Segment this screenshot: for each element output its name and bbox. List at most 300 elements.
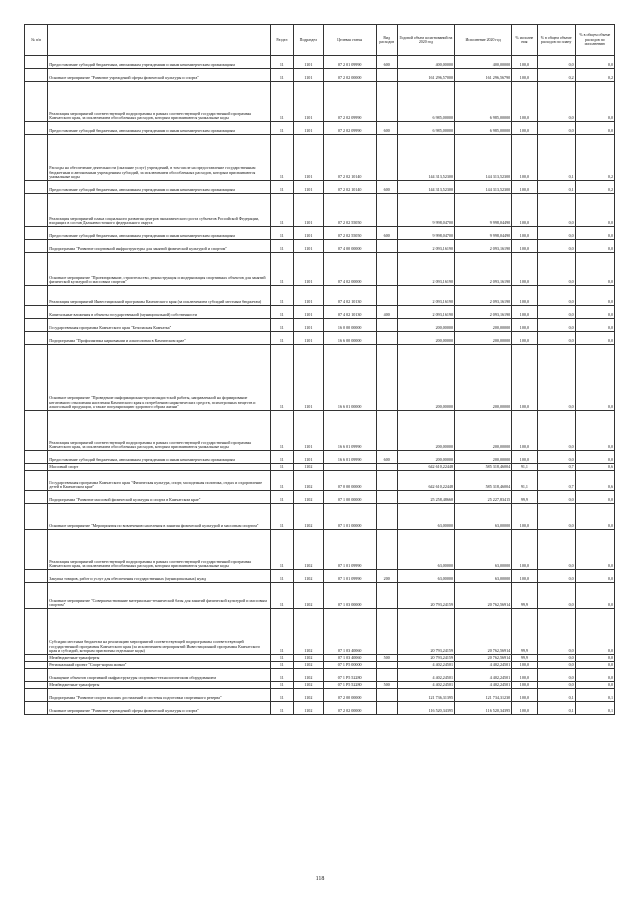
cell-expense-type: 600 <box>376 122 397 135</box>
cell-share-exec: 0,0 <box>575 306 614 319</box>
cell-section: 11 <box>270 69 293 82</box>
header-subsection: Подраздел <box>294 25 324 56</box>
cell-target: 07 2 01 09990 <box>323 56 376 69</box>
cell-section: 11 <box>270 181 293 194</box>
cell-expense-type <box>376 504 397 530</box>
cell-section: 11 <box>270 583 293 609</box>
cell-plan: 642 610,22448 <box>397 471 454 491</box>
cell-share-total: 0,0 <box>537 669 575 682</box>
cell-share-exec: 0,0 <box>575 491 614 504</box>
cell-expense-type <box>376 82 397 122</box>
cell-share-total: 0,0 <box>537 682 575 689</box>
cell-share-exec: 0,0 <box>575 570 614 583</box>
cell-share-exec: 0,1 <box>575 689 614 702</box>
cell-executed: 200,00000 <box>455 451 512 464</box>
cell-plan: 20 793,24159 <box>397 583 454 609</box>
cell-plan: 200,00000 <box>397 411 454 451</box>
cell-pct: 100,0 <box>512 286 537 306</box>
cell-name: Государственная программа Камчатского края "Безопасная Камчатка" <box>48 319 270 332</box>
table-row <box>25 451 615 464</box>
cell-pct: 99,9 <box>512 583 537 609</box>
cell-target: 07 1 01 00000 <box>323 504 376 530</box>
table-row <box>25 464 615 471</box>
cell-expense-type: 600 <box>376 451 397 464</box>
cell-plan: 20 793,24159 <box>397 655 454 662</box>
cell-share-total: 0,0 <box>537 451 575 464</box>
cell-pct: 100,0 <box>512 253 537 286</box>
cell-section: 11 <box>270 504 293 530</box>
cell-share-exec: 0,0 <box>575 451 614 464</box>
cell-share-total: 0,0 <box>537 655 575 662</box>
cell-share-exec: 0,0 <box>575 332 614 345</box>
cell-share-exec: 0,0 <box>575 411 614 451</box>
cell-section: 11 <box>270 570 293 583</box>
cell-num <box>25 332 48 345</box>
cell-num <box>25 669 48 682</box>
header-share-exec: % в общем объеме расходов по исполнению <box>575 25 614 56</box>
cell-share-total: 0,0 <box>537 583 575 609</box>
cell-pct: 100,0 <box>512 411 537 451</box>
cell-plan: 121 736,31395 <box>397 689 454 702</box>
cell-target: 07 1 P5 52280 <box>323 669 376 682</box>
cell-name: Расходы на обеспечение деятельности (оказание услуг) учреждений, в том числе на предоставление государственным бюджетным и автономным учреждениям субсидий, за исключением обособленных расходов, которым присваиваются уникальные коды <box>48 135 270 181</box>
cell-subsection: 1102 <box>294 491 324 504</box>
cell-plan: 2 093,16190 <box>397 306 454 319</box>
cell-plan: 2 093,16190 <box>397 240 454 253</box>
cell-num <box>25 345 48 411</box>
cell-name: Реализация мероприятий плана социального развития центров экономического роста субъектов Российской Федерации, входящих в состав Дальневосточного федерального округа <box>48 194 270 227</box>
cell-expense-type: 600 <box>376 56 397 69</box>
cell-num <box>25 319 48 332</box>
cell-num <box>25 194 48 227</box>
cell-pct: 91,1 <box>512 471 537 491</box>
cell-executed: 200,00000 <box>455 332 512 345</box>
cell-pct: 100,0 <box>512 504 537 530</box>
cell-section: 11 <box>270 530 293 570</box>
cell-executed: 20 762,56914 <box>455 583 512 609</box>
cell-target: 16 6 01 09990 <box>323 451 376 464</box>
cell-name: Межбюджетные трансферты <box>48 682 270 689</box>
cell-executed: 200,00000 <box>455 345 512 411</box>
cell-executed: 4 402,24501 <box>455 669 512 682</box>
cell-name: Подпрограмма "Развитие массовой физической культуры и спорта в Камчатском крае" <box>48 491 270 504</box>
cell-share-total: 0,1 <box>537 702 575 715</box>
cell-plan: 200,00000 <box>397 319 454 332</box>
cell-share-exec: 0,0 <box>575 253 614 286</box>
cell-expense-type <box>376 135 397 181</box>
cell-section: 11 <box>270 227 293 240</box>
table-row <box>25 504 615 530</box>
cell-pct: 99,9 <box>512 491 537 504</box>
cell-section: 11 <box>270 56 293 69</box>
cell-share-exec: 0,0 <box>575 530 614 570</box>
cell-section: 11 <box>270 240 293 253</box>
cell-executed: 2 093,16190 <box>455 253 512 286</box>
cell-target: 07 1 P5 52280 <box>323 682 376 689</box>
cell-expense-type <box>376 530 397 570</box>
cell-num <box>25 411 48 451</box>
cell-num <box>25 662 48 669</box>
cell-section: 11 <box>270 122 293 135</box>
cell-target: 07 1 03 40060 <box>323 609 376 655</box>
cell-target: 16 6 01 00000 <box>323 345 376 411</box>
cell-section: 11 <box>270 655 293 662</box>
cell-share-exec: 0,0 <box>575 504 614 530</box>
table-row <box>25 609 615 655</box>
cell-executed: 2 093,16190 <box>455 286 512 306</box>
table-row <box>25 122 615 135</box>
cell-section: 11 <box>270 451 293 464</box>
cell-subsection: 1102 <box>294 682 324 689</box>
cell-subsection: 1102 <box>294 689 324 702</box>
cell-pct: 100,0 <box>512 56 537 69</box>
cell-plan: 63,00000 <box>397 504 454 530</box>
header-plan: Годовой объем ассигнований на 2020 год <box>397 25 454 56</box>
cell-plan: 4 402,24501 <box>397 682 454 689</box>
cell-section: 11 <box>270 345 293 411</box>
cell-pct: 100,0 <box>512 332 537 345</box>
cell-share-exec: 0,0 <box>575 682 614 689</box>
cell-plan: 9 998,04700 <box>397 194 454 227</box>
cell-name: Предоставление субсидий бюджетным, автономным учреждениям и иным некоммерческим организациям <box>48 451 270 464</box>
cell-target: 07 1 01 09990 <box>323 530 376 570</box>
cell-expense-type: 500 <box>376 682 397 689</box>
cell-share-exec: 0,0 <box>575 56 614 69</box>
table-row <box>25 194 615 227</box>
cell-num <box>25 689 48 702</box>
cell-section: 11 <box>270 306 293 319</box>
cell-name: Предоставление субсидий бюджетным, автономным учреждениям и иным некоммерческим организациям <box>48 56 270 69</box>
cell-share-exec: 0,0 <box>575 345 614 411</box>
cell-expense-type <box>376 702 397 715</box>
cell-share-total: 0,0 <box>537 662 575 669</box>
cell-pct: 91,1 <box>512 464 537 471</box>
cell-target: 07 2 02 55050 <box>323 227 376 240</box>
cell-pct: 100,0 <box>512 122 537 135</box>
cell-section: 11 <box>270 491 293 504</box>
header-share-total: % в общем объеме расходов по плану <box>537 25 575 56</box>
cell-share-exec: 0,6 <box>575 471 614 491</box>
cell-executed: 116 520,34395 <box>455 702 512 715</box>
cell-target: 07 1 00 00000 <box>323 491 376 504</box>
cell-section: 11 <box>270 411 293 451</box>
cell-expense-type <box>376 411 397 451</box>
cell-name: Основное мероприятие "Проведение информационно-пропагандистской работы, направленной на формирование негативного отношения населения Камчатского края к потреблению наркотических средств, психотропных веществ и алкогольной продукции, а также популяризацию здорового образа жизни" <box>48 345 270 411</box>
cell-subsection: 1101 <box>294 411 324 451</box>
cell-num <box>25 702 48 715</box>
table-row <box>25 655 615 662</box>
cell-expense-type <box>376 345 397 411</box>
cell-name: Предоставление субсидий бюджетным, автономным учреждениям и иным некоммерческим организациям <box>48 181 270 194</box>
cell-share-total: 0,0 <box>537 286 575 306</box>
table-row <box>25 319 615 332</box>
cell-target: 07 2 02 00000 <box>323 69 376 82</box>
cell-subsection: 1101 <box>294 135 324 181</box>
cell-plan: 200,00000 <box>397 332 454 345</box>
cell-section: 11 <box>270 135 293 181</box>
cell-expense-type <box>376 240 397 253</box>
table-row <box>25 669 615 682</box>
cell-expense-type <box>376 689 397 702</box>
cell-expense-type <box>376 583 397 609</box>
cell-plan: 200,00000 <box>397 451 454 464</box>
cell-target: 07 1 03 00000 <box>323 583 376 609</box>
cell-subsection: 1102 <box>294 530 324 570</box>
cell-section: 11 <box>270 332 293 345</box>
cell-name: Межбюджетные трансферты <box>48 655 270 662</box>
cell-pct: 100,0 <box>512 345 537 411</box>
cell-plan: 20 793,24159 <box>397 609 454 655</box>
header-target: Целевая статья <box>323 25 376 56</box>
cell-num <box>25 286 48 306</box>
cell-executed: 6 985,00000 <box>455 122 512 135</box>
cell-share-exec: 0,0 <box>575 583 614 609</box>
table-row <box>25 56 615 69</box>
cell-section: 11 <box>270 689 293 702</box>
cell-share-exec: 0,2 <box>575 181 614 194</box>
cell-subsection: 1101 <box>294 286 324 306</box>
cell-share-total: 0,7 <box>537 464 575 471</box>
cell-expense-type <box>376 69 397 82</box>
cell-expense-type <box>376 194 397 227</box>
cell-subsection: 1102 <box>294 504 324 530</box>
cell-num <box>25 306 48 319</box>
cell-plan: 9 998,04700 <box>397 227 454 240</box>
cell-executed: 121 734,31230 <box>455 689 512 702</box>
cell-expense-type <box>376 332 397 345</box>
cell-executed: 20 762,56914 <box>455 655 512 662</box>
cell-subsection: 1102 <box>294 655 324 662</box>
table-row <box>25 491 615 504</box>
cell-share-total: 0,0 <box>537 570 575 583</box>
cell-target: 07 1 01 09990 <box>323 570 376 583</box>
cell-executed: 63,00000 <box>455 530 512 570</box>
table-row <box>25 702 615 715</box>
cell-target: 16 0 00 00000 <box>323 319 376 332</box>
cell-target: 07 2 00 00000 <box>323 689 376 702</box>
cell-expense-type <box>376 286 397 306</box>
table-row <box>25 306 615 319</box>
cell-share-exec: 0,6 <box>575 464 614 471</box>
cell-executed: 4 402,24501 <box>455 662 512 669</box>
cell-name: Реализация мероприятий Инвестиционной программы Камчатского края (за исключением субсидий местным бюджетам) <box>48 286 270 306</box>
cell-plan: 200,00000 <box>397 345 454 411</box>
cell-section: 11 <box>270 286 293 306</box>
cell-plan: 6 985,00000 <box>397 122 454 135</box>
table-row <box>25 69 615 82</box>
cell-num <box>25 609 48 655</box>
cell-share-total: 0,0 <box>537 194 575 227</box>
cell-target: 07 2 02 10140 <box>323 181 376 194</box>
cell-target: 07 0 00 00000 <box>323 471 376 491</box>
cell-pct: 100,0 <box>512 306 537 319</box>
table-row <box>25 227 615 240</box>
cell-pct: 99,9 <box>512 655 537 662</box>
cell-pct: 100,0 <box>512 240 537 253</box>
table-row <box>25 411 615 451</box>
header-name <box>48 25 270 56</box>
cell-share-total: 0,0 <box>537 345 575 411</box>
cell-section: 11 <box>270 253 293 286</box>
cell-subsection: 1102 <box>294 464 324 471</box>
cell-num <box>25 82 48 122</box>
cell-plan: 642 610,22448 <box>397 464 454 471</box>
cell-target: 07 2 02 10140 <box>323 135 376 181</box>
cell-num <box>25 471 48 491</box>
cell-name: Основное мероприятие "Проектирование, строительство, реконструкция и модернизация спортивных объектов для занятий физической культурой и массовым спортом" <box>48 253 270 286</box>
cell-num <box>25 253 48 286</box>
cell-pct: 100,0 <box>512 689 537 702</box>
cell-target: 16 6 00 00000 <box>323 332 376 345</box>
cell-subsection: 1102 <box>294 609 324 655</box>
cell-subsection: 1101 <box>294 82 324 122</box>
cell-section: 11 <box>270 669 293 682</box>
cell-name: Государственная программа Камчатского края "Физическая культура, спорт, молодежная политика, отдых и оздоровление детей в Камчатском крае" <box>48 471 270 491</box>
cell-share-total: 0,2 <box>537 69 575 82</box>
cell-subsection: 1101 <box>294 69 324 82</box>
cell-name: Закупка товаров, работ и услуг для обеспечения государственных (муниципальных) нужд <box>48 570 270 583</box>
cell-subsection: 1102 <box>294 471 324 491</box>
cell-section: 11 <box>270 682 293 689</box>
cell-plan: 400,00000 <box>397 56 454 69</box>
cell-target: 07 1 03 40060 <box>323 655 376 662</box>
cell-num <box>25 504 48 530</box>
cell-subsection: 1101 <box>294 227 324 240</box>
cell-executed: 4 402,24501 <box>455 682 512 689</box>
cell-subsection: 1101 <box>294 240 324 253</box>
cell-executed: 585 318,46004 <box>455 471 512 491</box>
cell-share-exec: 0,0 <box>575 662 614 669</box>
cell-expense-type: 600 <box>376 227 397 240</box>
cell-plan: 4 402,24501 <box>397 669 454 682</box>
cell-pct: 100,0 <box>512 69 537 82</box>
cell-num <box>25 56 48 69</box>
table-row <box>25 181 615 194</box>
cell-executed: 63,00000 <box>455 504 512 530</box>
cell-pct: 100,0 <box>512 451 537 464</box>
cell-executed: 9 998,04490 <box>455 194 512 227</box>
cell-name: Подпрограмма "Профилактика наркомании и алкоголизма в Камчатском крае" <box>48 332 270 345</box>
cell-plan: 2 093,16190 <box>397 286 454 306</box>
cell-plan: 25 258,48660 <box>397 491 454 504</box>
cell-name: Региональный проект "Спорт-норма жизни" <box>48 662 270 669</box>
cell-share-exec: 0,2 <box>575 69 614 82</box>
cell-subsection: 1102 <box>294 702 324 715</box>
cell-share-exec: 0,1 <box>575 702 614 715</box>
cell-name: Основное мероприятие "Совершенствование материально-технической базы для занятий физической культурой и массовым спортом" <box>48 583 270 609</box>
cell-num <box>25 491 48 504</box>
table-row <box>25 345 615 411</box>
cell-num <box>25 69 48 82</box>
cell-plan: 144 313,52300 <box>397 181 454 194</box>
cell-executed: 63,00000 <box>455 570 512 583</box>
cell-num <box>25 122 48 135</box>
cell-subsection: 1101 <box>294 451 324 464</box>
cell-executed: 6 985,00000 <box>455 82 512 122</box>
cell-section: 11 <box>270 662 293 669</box>
cell-subsection: 1101 <box>294 181 324 194</box>
cell-executed: 400,00000 <box>455 56 512 69</box>
cell-num <box>25 464 48 471</box>
cell-section: 11 <box>270 464 293 471</box>
cell-expense-type <box>376 662 397 669</box>
cell-name: Предоставление субсидий бюджетным, автономным учреждениям и иным некоммерческим организациям <box>48 227 270 240</box>
cell-share-total: 0,0 <box>537 504 575 530</box>
cell-executed: 25 227,83415 <box>455 491 512 504</box>
cell-target: 07 4 02 00000 <box>323 253 376 286</box>
cell-plan: 161 296,57000 <box>397 69 454 82</box>
cell-plan: 63,00000 <box>397 570 454 583</box>
cell-subsection: 1102 <box>294 583 324 609</box>
cell-subsection: 1101 <box>294 122 324 135</box>
cell-subsection: 1101 <box>294 345 324 411</box>
cell-pct: 100,0 <box>512 570 537 583</box>
cell-share-total: 0,7 <box>537 471 575 491</box>
cell-pct: 100,0 <box>512 662 537 669</box>
cell-subsection: 1101 <box>294 332 324 345</box>
cell-name: Реализация мероприятий соответствующей подпрограммы в рамках соответствующей государственной программы Камчатского края, за исключением обособленных расходов, которым присваиваются уникальные коды <box>48 82 270 122</box>
table-row <box>25 682 615 689</box>
table-row <box>25 286 615 306</box>
cell-num <box>25 583 48 609</box>
cell-subsection: 1101 <box>294 319 324 332</box>
cell-expense-type <box>376 319 397 332</box>
cell-target: 07 4 00 00000 <box>323 240 376 253</box>
cell-executed: 200,00000 <box>455 319 512 332</box>
header-executed: Исполнение 2020 год <box>455 25 512 56</box>
cell-num <box>25 135 48 181</box>
cell-share-exec: 0,0 <box>575 655 614 662</box>
cell-share-exec: 0,0 <box>575 227 614 240</box>
table-body <box>25 56 615 715</box>
cell-plan: 2 093,16190 <box>397 253 454 286</box>
cell-pct: 100,0 <box>512 181 537 194</box>
header-section: Раздел <box>270 25 293 56</box>
cell-plan: 63,00000 <box>397 530 454 570</box>
cell-pct: 99,9 <box>512 609 537 655</box>
cell-section: 11 <box>270 702 293 715</box>
cell-name: Основное мероприятие "Развитие учреждений сферы физической культуры и спорта" <box>48 702 270 715</box>
cell-share-exec: 0,0 <box>575 669 614 682</box>
cell-executed: 161 296,56790 <box>455 69 512 82</box>
cell-expense-type: 200 <box>376 570 397 583</box>
cell-target: 07 4 02 10130 <box>323 306 376 319</box>
cell-share-total: 0,0 <box>537 253 575 286</box>
cell-num <box>25 240 48 253</box>
cell-share-total: 0,0 <box>537 491 575 504</box>
cell-share-total: 0,0 <box>537 306 575 319</box>
cell-executed: 200,00000 <box>455 411 512 451</box>
header-pct: % исполне ния <box>512 25 537 56</box>
cell-pct: 100,0 <box>512 319 537 332</box>
cell-name: Реализация мероприятий соответствующей подпрограммы в рамках соответствующей государственной программы Камчатского края, за исключением обособленных расходов, которым присваиваются уникальные коды <box>48 411 270 451</box>
header-expense-type: Вид расходов <box>376 25 397 56</box>
cell-target: 07 2 02 09990 <box>323 122 376 135</box>
cell-expense-type <box>376 609 397 655</box>
cell-target: 16 6 01 09990 <box>323 411 376 451</box>
cell-num <box>25 181 48 194</box>
cell-section: 11 <box>270 471 293 491</box>
table-row <box>25 82 615 122</box>
cell-expense-type: 600 <box>376 181 397 194</box>
cell-plan: 116 520,34395 <box>397 702 454 715</box>
cell-share-total: 0,1 <box>537 689 575 702</box>
table-row <box>25 662 615 669</box>
table-row <box>25 583 615 609</box>
cell-share-exec: 0,0 <box>575 319 614 332</box>
cell-name: Подпрограмма "Развитие спортивной инфраструктуры для занятий физической культурой и спортом" <box>48 240 270 253</box>
cell-expense-type <box>376 253 397 286</box>
